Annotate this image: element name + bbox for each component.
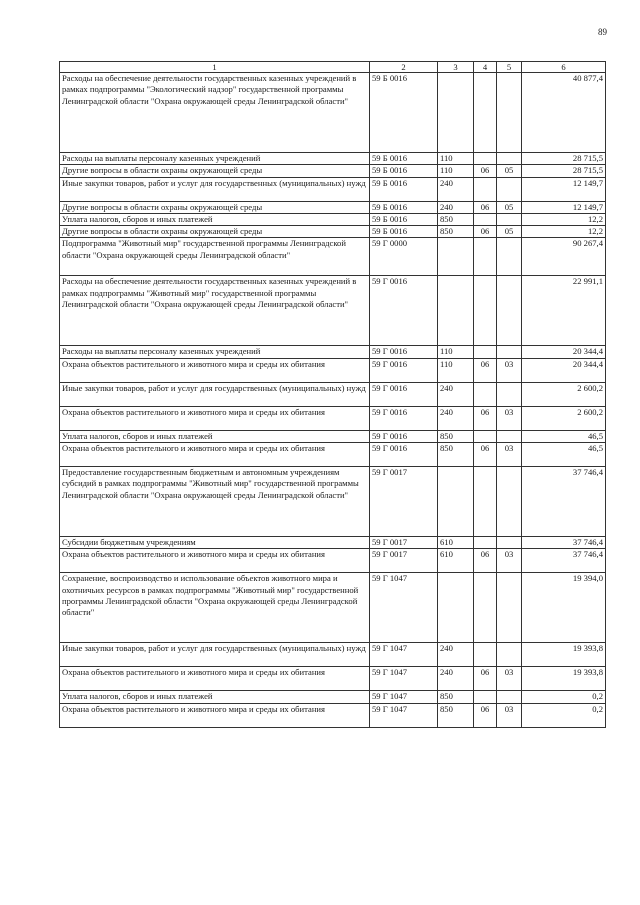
- row-name-cell: Расходы на обеспечение деятельности государственных казенных учреждений в рамках подпрограммы "Животный мир" государственной программы Ленинградской области "Охрана окружающей среды Ленинградской области": [60, 276, 370, 346]
- row-pr-cell: [497, 177, 522, 201]
- table-row: [60, 406, 606, 430]
- row-csr-cell: 59 Б 0016: [370, 226, 438, 238]
- row-pr-cell: 05: [497, 226, 522, 238]
- row-pr-cell: 03: [497, 703, 522, 727]
- table-row: [60, 177, 606, 201]
- row-vr-cell: 850: [438, 213, 474, 225]
- row-sum-cell: 28 715,5: [522, 153, 606, 165]
- table-row: [60, 430, 606, 442]
- row-vr-cell: [438, 276, 474, 346]
- row-csr-cell: 59 Г 1047: [370, 643, 438, 667]
- row-vr-cell: [438, 467, 474, 537]
- table-row: [60, 73, 606, 153]
- row-sum-cell: 46,5: [522, 443, 606, 467]
- row-name-cell: Другие вопросы в области охраны окружающей среды: [60, 226, 370, 238]
- row-rz-cell: [474, 276, 497, 346]
- row-csr-cell: 59 Б 0016: [370, 165, 438, 177]
- row-vr-cell: 850: [438, 430, 474, 442]
- row-sum-cell: 20 344,4: [522, 358, 606, 382]
- row-pr-cell: [497, 213, 522, 225]
- row-name-cell: Охрана объектов растительного и животного мира и среды их обитания: [60, 703, 370, 727]
- row-vr-cell: 110: [438, 153, 474, 165]
- table-row: [60, 346, 606, 358]
- column-header: 4: [474, 62, 497, 73]
- row-name-cell: Расходы на выплаты персоналу казенных учреждений: [60, 346, 370, 358]
- row-name-cell: Другие вопросы в области охраны окружающей среды: [60, 201, 370, 213]
- row-sum-cell: 28 715,5: [522, 165, 606, 177]
- row-pr-cell: 05: [497, 201, 522, 213]
- row-vr-cell: 110: [438, 358, 474, 382]
- row-rz-cell: [474, 238, 497, 276]
- row-rz-cell: 06: [474, 549, 497, 573]
- row-csr-cell: 59 Г 0017: [370, 549, 438, 573]
- row-vr-cell: 240: [438, 406, 474, 430]
- row-name-cell: Расходы на выплаты персоналу казенных учреждений: [60, 153, 370, 165]
- row-vr-cell: 850: [438, 691, 474, 703]
- row-name-cell: Охрана объектов растительного и животного мира и среды их обитания: [60, 549, 370, 573]
- row-sum-cell: 0,2: [522, 691, 606, 703]
- row-csr-cell: 59 Б 0016: [370, 73, 438, 153]
- row-sum-cell: 12 149,7: [522, 201, 606, 213]
- row-rz-cell: 06: [474, 165, 497, 177]
- row-csr-cell: 59 Б 0016: [370, 153, 438, 165]
- table-row: [60, 153, 606, 165]
- row-csr-cell: 59 Г 0016: [370, 276, 438, 346]
- row-pr-cell: [497, 643, 522, 667]
- page-number: 89: [598, 27, 607, 37]
- row-sum-cell: 37 746,4: [522, 537, 606, 549]
- row-pr-cell: [497, 73, 522, 153]
- table-row: [60, 667, 606, 691]
- table-row: [60, 537, 606, 549]
- row-vr-cell: 850: [438, 703, 474, 727]
- row-csr-cell: 59 Г 0017: [370, 537, 438, 549]
- table-row: [60, 226, 606, 238]
- row-sum-cell: 12,2: [522, 226, 606, 238]
- row-vr-cell: 240: [438, 667, 474, 691]
- row-rz-cell: 06: [474, 443, 497, 467]
- row-pr-cell: [497, 276, 522, 346]
- column-header: 3: [438, 62, 474, 73]
- row-pr-cell: 03: [497, 443, 522, 467]
- row-csr-cell: 59 Б 0016: [370, 201, 438, 213]
- row-pr-cell: [497, 238, 522, 276]
- row-name-cell: Охрана объектов растительного и животного мира и среды их обитания: [60, 443, 370, 467]
- row-pr-cell: [497, 382, 522, 406]
- row-csr-cell: 59 Г 0017: [370, 467, 438, 537]
- row-name-cell: Охрана объектов растительного и животного мира и среды их обитания: [60, 358, 370, 382]
- row-name-cell: Другие вопросы в области охраны окружающей среды: [60, 165, 370, 177]
- row-name-cell: Иные закупки товаров, работ и услуг для государственных (муниципальных) нужд: [60, 382, 370, 406]
- row-rz-cell: [474, 73, 497, 153]
- row-csr-cell: 59 Г 0016: [370, 382, 438, 406]
- row-pr-cell: [497, 346, 522, 358]
- budget-table: [59, 61, 606, 728]
- row-rz-cell: 06: [474, 703, 497, 727]
- row-vr-cell: 240: [438, 382, 474, 406]
- row-name-cell: Уплата налогов, сборов и иных платежей: [60, 213, 370, 225]
- row-name-cell: Иные закупки товаров, работ и услуг для государственных (муниципальных) нужд: [60, 177, 370, 201]
- table-row: [60, 213, 606, 225]
- row-name-cell: Сохранение, воспроизводство и использование объектов животного мира и охотничьих ресурсов в рамках подпрограммы "Животный мир" государственной программы Ленинградской области "Охрана окружающей среды Ленинградской области": [60, 573, 370, 643]
- row-pr-cell: [497, 691, 522, 703]
- table-row: [60, 382, 606, 406]
- row-csr-cell: 59 Б 0016: [370, 213, 438, 225]
- row-csr-cell: 59 Г 1047: [370, 667, 438, 691]
- row-rz-cell: 06: [474, 406, 497, 430]
- row-csr-cell: 59 Г 1047: [370, 703, 438, 727]
- row-vr-cell: [438, 73, 474, 153]
- table-row: [60, 358, 606, 382]
- row-vr-cell: 110: [438, 346, 474, 358]
- row-pr-cell: 03: [497, 667, 522, 691]
- table-row: [60, 276, 606, 346]
- row-csr-cell: 59 Г 1047: [370, 573, 438, 643]
- row-vr-cell: 240: [438, 201, 474, 213]
- row-vr-cell: 240: [438, 643, 474, 667]
- row-name-cell: Уплата налогов, сборов и иных платежей: [60, 430, 370, 442]
- column-header: 5: [497, 62, 522, 73]
- column-header: 2: [370, 62, 438, 73]
- row-name-cell: Подпрограмма "Животный мир" государственной программы Ленинградской области "Охрана окружающей среды Ленинградской области": [60, 238, 370, 276]
- row-vr-cell: 850: [438, 226, 474, 238]
- row-sum-cell: 37 746,4: [522, 549, 606, 573]
- row-csr-cell: 59 Г 0016: [370, 406, 438, 430]
- row-rz-cell: 06: [474, 201, 497, 213]
- row-name-cell: Уплата налогов, сборов и иных платежей: [60, 691, 370, 703]
- header-row: [60, 62, 606, 73]
- row-rz-cell: [474, 691, 497, 703]
- table-row: [60, 165, 606, 177]
- row-sum-cell: 37 746,4: [522, 467, 606, 537]
- table-row: [60, 238, 606, 276]
- column-header: 1: [60, 62, 370, 73]
- row-csr-cell: 59 Г 1047: [370, 691, 438, 703]
- row-sum-cell: 12,2: [522, 213, 606, 225]
- row-sum-cell: 90 267,4: [522, 238, 606, 276]
- row-rz-cell: [474, 573, 497, 643]
- row-sum-cell: 20 344,4: [522, 346, 606, 358]
- row-rz-cell: [474, 346, 497, 358]
- row-rz-cell: [474, 213, 497, 225]
- row-pr-cell: [497, 467, 522, 537]
- row-sum-cell: 19 393,8: [522, 667, 606, 691]
- row-pr-cell: 03: [497, 549, 522, 573]
- row-pr-cell: [497, 573, 522, 643]
- row-rz-cell: [474, 467, 497, 537]
- row-pr-cell: 03: [497, 406, 522, 430]
- row-name-cell: Расходы на обеспечение деятельности государственных казенных учреждений в рамках подпрограммы "Экологический надзор" государственной программы Ленинградской области "Охрана окружающей среды Ленинградской области": [60, 73, 370, 153]
- row-sum-cell: 2 600,2: [522, 382, 606, 406]
- table-row: [60, 201, 606, 213]
- row-vr-cell: 110: [438, 165, 474, 177]
- row-csr-cell: 59 Г 0016: [370, 346, 438, 358]
- row-name-cell: Иные закупки товаров, работ и услуг для государственных (муниципальных) нужд: [60, 643, 370, 667]
- row-rz-cell: [474, 382, 497, 406]
- row-vr-cell: 240: [438, 177, 474, 201]
- table-row: [60, 643, 606, 667]
- row-csr-cell: 59 Г 0000: [370, 238, 438, 276]
- table-row: [60, 467, 606, 537]
- row-sum-cell: 19 394,0: [522, 573, 606, 643]
- row-sum-cell: 22 991,1: [522, 276, 606, 346]
- row-rz-cell: 06: [474, 358, 497, 382]
- row-vr-cell: [438, 238, 474, 276]
- row-pr-cell: 03: [497, 358, 522, 382]
- row-sum-cell: 46,5: [522, 430, 606, 442]
- row-sum-cell: 0,2: [522, 703, 606, 727]
- row-csr-cell: 59 Б 0016: [370, 177, 438, 201]
- row-pr-cell: 05: [497, 165, 522, 177]
- row-sum-cell: 12 149,7: [522, 177, 606, 201]
- row-rz-cell: [474, 430, 497, 442]
- table-row: [60, 691, 606, 703]
- row-sum-cell: 40 877,4: [522, 73, 606, 153]
- row-name-cell: Охрана объектов растительного и животного мира и среды их обитания: [60, 667, 370, 691]
- row-vr-cell: 850: [438, 443, 474, 467]
- row-rz-cell: [474, 153, 497, 165]
- row-vr-cell: [438, 573, 474, 643]
- row-pr-cell: [497, 153, 522, 165]
- row-name-cell: Субсидии бюджетным учреждениям: [60, 537, 370, 549]
- row-rz-cell: [474, 177, 497, 201]
- row-csr-cell: 59 Г 0016: [370, 430, 438, 442]
- row-pr-cell: [497, 430, 522, 442]
- row-rz-cell: [474, 643, 497, 667]
- table-row: [60, 549, 606, 573]
- table-row: [60, 443, 606, 467]
- row-name-cell: Охрана объектов растительного и животного мира и среды их обитания: [60, 406, 370, 430]
- column-header: 6: [522, 62, 606, 73]
- row-pr-cell: [497, 537, 522, 549]
- table-row: [60, 703, 606, 727]
- row-csr-cell: 59 Г 0016: [370, 358, 438, 382]
- row-sum-cell: 19 393,8: [522, 643, 606, 667]
- table-row: [60, 573, 606, 643]
- row-rz-cell: [474, 537, 497, 549]
- row-name-cell: Предоставление государственным бюджетным и автономным учреждениям субсидий в рамках подпрограммы "Животный мир" государственной программы Ленинградской области "Охрана окружающей среды Ленинградской области": [60, 467, 370, 537]
- row-vr-cell: 610: [438, 549, 474, 573]
- row-rz-cell: 06: [474, 667, 497, 691]
- row-sum-cell: 2 600,2: [522, 406, 606, 430]
- row-csr-cell: 59 Г 0016: [370, 443, 438, 467]
- row-vr-cell: 610: [438, 537, 474, 549]
- row-rz-cell: 06: [474, 226, 497, 238]
